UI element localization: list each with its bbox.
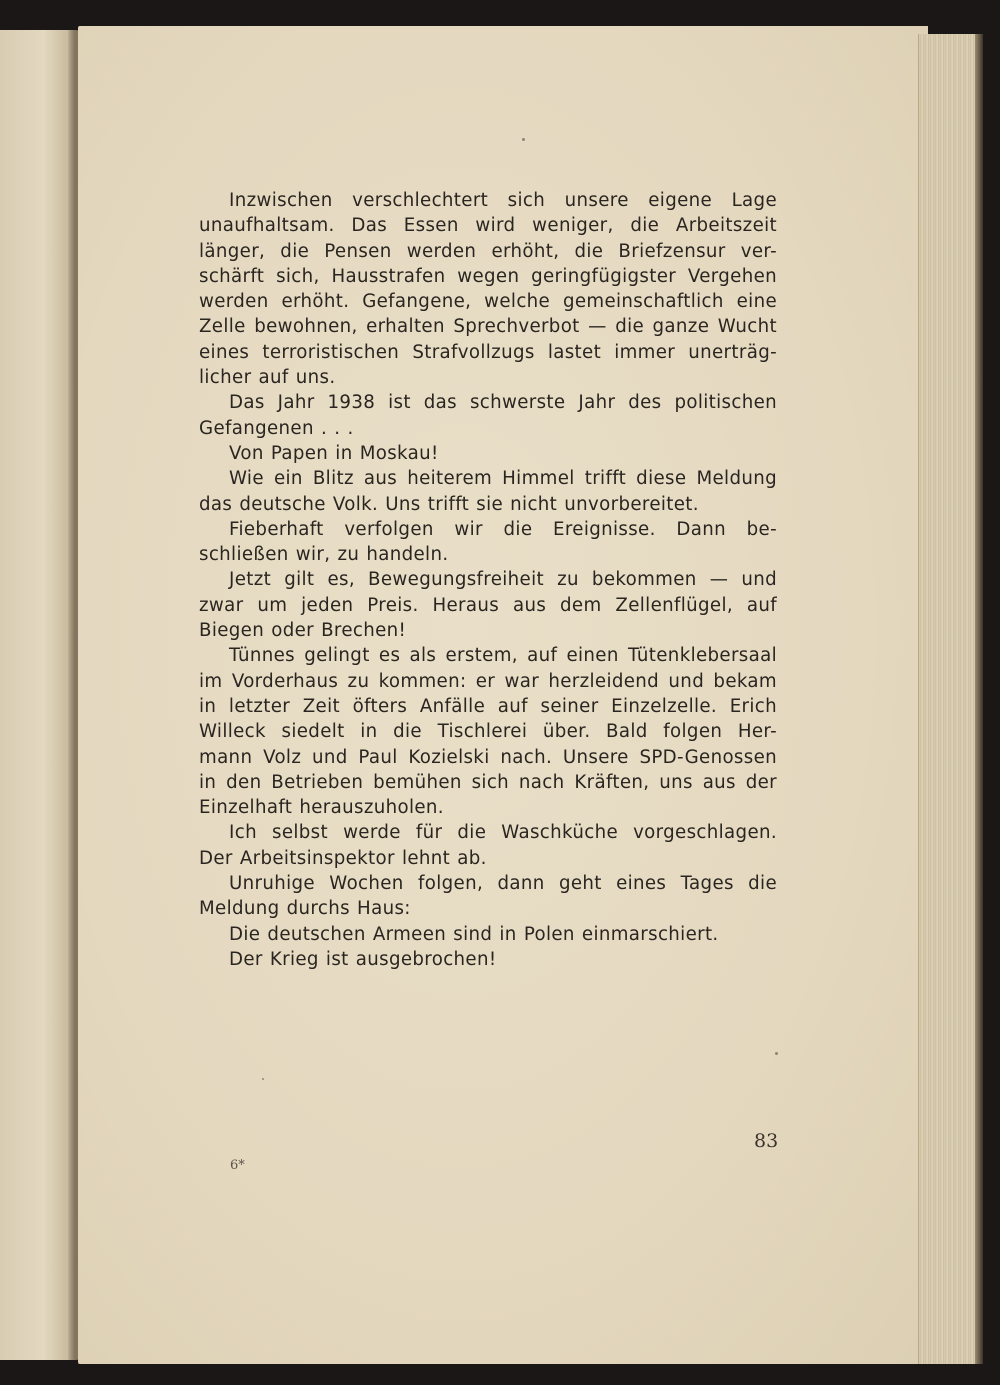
text-line: Einzelhaft herauszuholen. xyxy=(199,797,444,819)
paper-speck xyxy=(522,138,525,141)
text-line: Der Arbeitsinspektor lehnt ab. xyxy=(199,847,487,869)
text-line: in den Betrieben bemühen sich nach Kräften, uns aus der xyxy=(199,771,777,793)
text-line: eines terroristischen Strafvollzugs lastet immer unerträg- xyxy=(199,341,777,363)
text-line: Das Jahr 1938 ist das schwerste Jahr des politischen xyxy=(229,392,777,414)
text-line: mann Volz und Paul Kozielski nach. Unsere SPD-Genossen xyxy=(199,746,777,768)
body-text xyxy=(199,188,777,972)
text-line: Willeck siedelt in die Tischlerei über. Bald folgen Her- xyxy=(199,721,777,743)
text-line: Gefangenen . . . xyxy=(199,417,354,439)
text-line: Wie ein Blitz aus heiterem Himmel trifft diese Meldung xyxy=(229,468,777,490)
text-line: Unruhige Wochen folgen, dann geht eines Tages die xyxy=(229,873,777,895)
text-line: Jetzt gilt es, Bewegungsfreiheit zu bekommen — und xyxy=(229,569,777,591)
paper-speck xyxy=(775,1052,778,1055)
text-line: Zelle bewohnen, erhalten Sprechverbot — die ganze Wucht xyxy=(199,316,777,338)
text-line: in letzter Zeit öfters Anfälle auf seiner Einzelzelle. Erich xyxy=(199,695,777,717)
text-line: das deutsche Volk. Uns trifft sie nicht unvorbereitet. xyxy=(199,493,699,515)
text-line: Meldung durchs Haus: xyxy=(199,898,411,920)
page-stack-edge xyxy=(918,34,981,1364)
text-line: länger, die Pensen werden erhöht, die Briefzensur ver- xyxy=(199,240,777,262)
page-number: 83 xyxy=(754,1130,779,1152)
text-line: licher auf uns. xyxy=(199,367,336,389)
text-line: Fieberhaft verfolgen wir die Ereignisse. Dann be- xyxy=(229,518,777,540)
page-edge-shadow xyxy=(975,34,983,1364)
text-line: Tünnes gelingt es als erstem, auf einen Tütenklebersaal xyxy=(229,645,777,667)
signature-mark: 6* xyxy=(230,1158,245,1173)
text-line: schärft sich, Hausstrafen wegen geringfügigster Vergehen xyxy=(199,265,777,287)
text-line: Inzwischen verschlechtert sich unsere eigene Lage xyxy=(229,190,777,211)
text-line: Von Papen in Moskau! xyxy=(229,442,439,464)
text-line: werden erhöht. Gefangene, welche gemeinschaftlich eine xyxy=(199,291,777,313)
text-line: Der Krieg ist ausgebrochen! xyxy=(229,948,497,970)
text-line: unaufhaltsam. Das Essen wird weniger, die Arbeitszeit xyxy=(199,215,777,237)
text-line: zwar um jeden Preis. Heraus aus dem Zellenflügel, auf xyxy=(199,594,777,616)
text-line: im Vorderhaus zu kommen: er war herzleidend und bekam xyxy=(199,670,777,692)
text-line: schließen wir, zu handeln. xyxy=(199,544,449,566)
paper-speck xyxy=(262,1078,264,1080)
text-line: Die deutschen Armeen sind in Polen einmarschiert. xyxy=(229,923,719,945)
text-line: Ich selbst werde für die Waschküche vorgeschlagen. xyxy=(229,822,777,844)
text-line: Biegen oder Brechen! xyxy=(199,620,407,642)
